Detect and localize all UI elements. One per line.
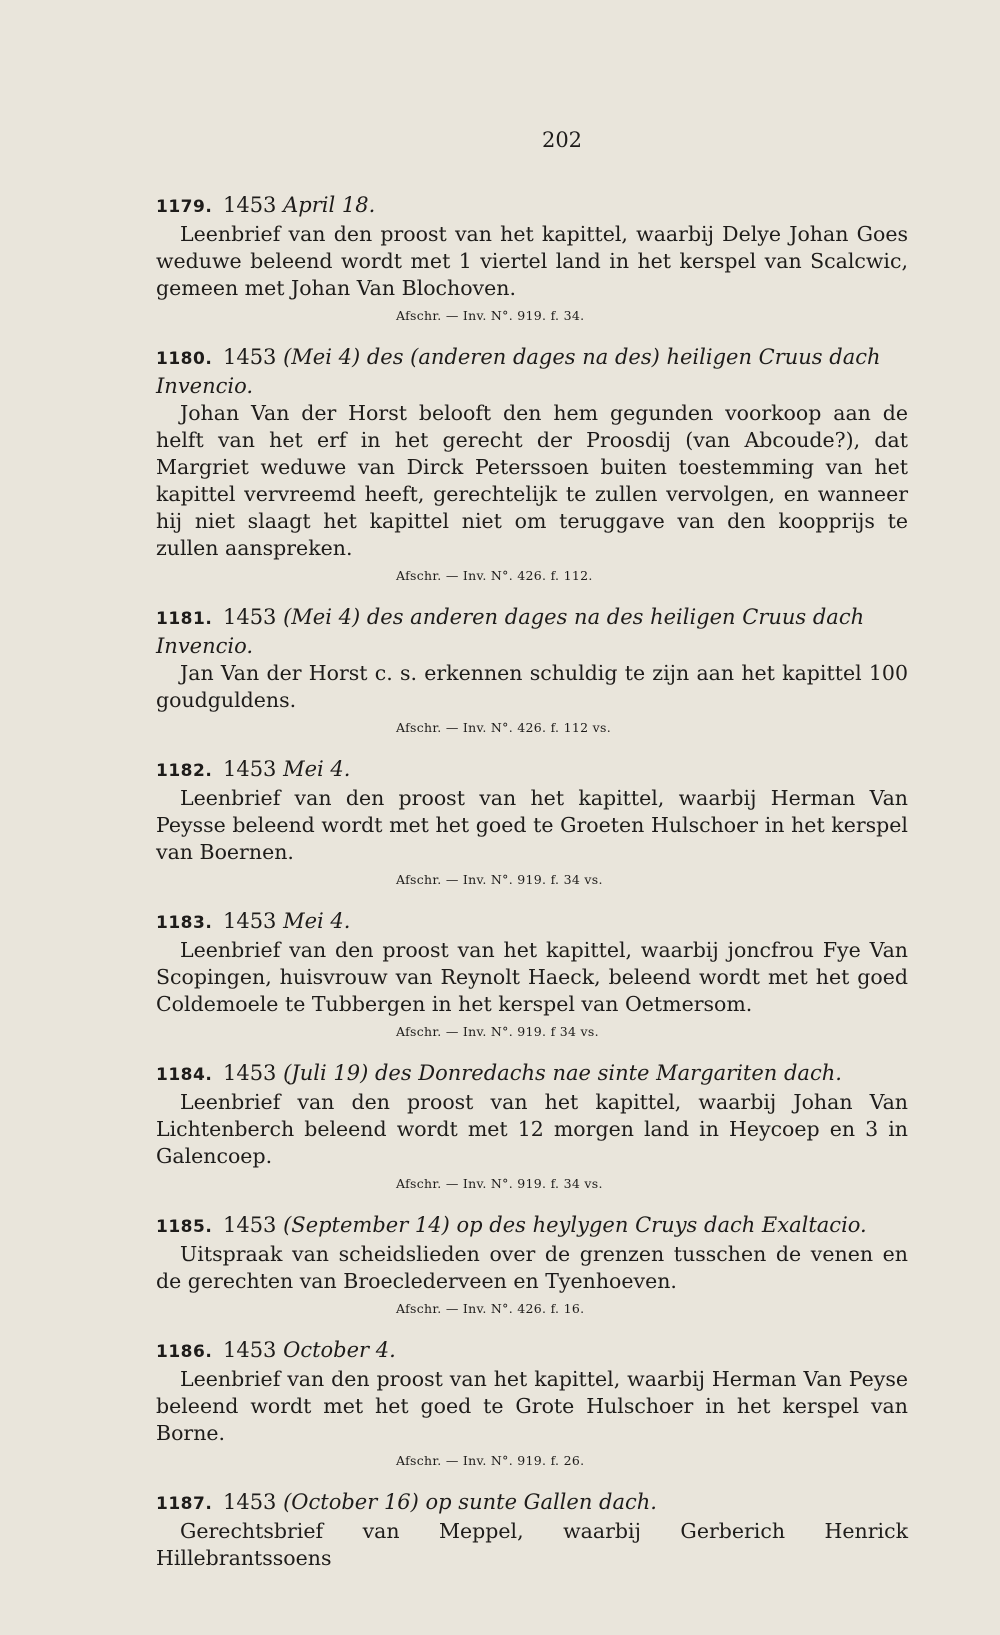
entry-date: April 18. <box>283 193 376 217</box>
entry-source-reference: Afschr. — Inv. N°. 919. f. 34 vs. <box>396 1176 603 1191</box>
entry-number: 1186. <box>156 1342 213 1362</box>
entry-text: Leenbrief van den proost van het kapittel, waarbij Herman Van Peysse beleend wordt met het goed te Groeten Hulschoer in het kerspel van Boernen. <box>156 786 908 864</box>
entry-date: (Juli 19) des Donredachs nae sinte Margariten dach. <box>283 1061 842 1085</box>
entry-source-reference: Afschr. — Inv. N°. 919. f. 34. <box>396 308 585 323</box>
entry-number: 1180. <box>156 349 213 369</box>
entry-text: Leenbrief van den proost van het kapittel, waarbij joncfrou Fye Van Scopingen, huisvrouw van Reynolt Haeck, beleend wordt met het goed Coldemoele te Tubbergen in het kerspel van Oetmersom. <box>156 938 908 1016</box>
regest-entry <box>156 1337 908 1471</box>
entry-source-reference: Afschr. — Inv. N°. 426. f. 112 vs. <box>396 720 611 735</box>
entry-date: Mei 4. <box>283 757 351 781</box>
regest-entry <box>156 1212 908 1319</box>
regest-entry <box>156 344 908 586</box>
entry-number: 1182. <box>156 761 213 781</box>
page-number: 202 <box>541 128 583 152</box>
regest-entry <box>156 192 908 326</box>
regest-entry <box>156 1060 908 1194</box>
entry-year: 1453 <box>222 909 277 933</box>
entry-heading <box>156 1489 908 1518</box>
entry-date: October 4. <box>283 1338 396 1362</box>
entry-text: Leenbrief van den proost van het kapittel, waarbij Johan Van Lichtenberch beleend wordt met 12 morgen land in Heycoep en 3 in Galencoep. <box>156 1090 908 1168</box>
entry-year: 1453 <box>222 605 277 629</box>
entry-heading <box>156 908 908 937</box>
entry-year: 1453 <box>222 1061 277 1085</box>
entry-text: Jan Van der Horst c. s. erkennen schuldig te zijn aan het kapittel 100 goudguldens. <box>156 661 908 712</box>
entry-heading <box>156 1060 908 1089</box>
entry-number: 1184. <box>156 1065 213 1085</box>
entry-heading <box>156 756 908 785</box>
entry-date: Mei 4. <box>283 909 351 933</box>
entry-date: (October 16) op sunte Gallen dach. <box>283 1490 657 1514</box>
entry-year: 1453 <box>222 1213 277 1237</box>
entry-date: (Mei 4) des (anderen dages na des) heiligen Cruus dach Invencio. <box>156 345 881 398</box>
entry-source-reference: Afschr. — Inv. N°. 919. f 34 vs. <box>396 1024 599 1039</box>
entry-number: 1179. <box>156 197 213 217</box>
entry-heading <box>156 1212 908 1241</box>
entry-heading <box>156 1337 908 1366</box>
entry-year: 1453 <box>222 193 277 217</box>
regest-entry <box>156 756 908 890</box>
entry-number: 1183. <box>156 913 213 933</box>
entry-text: Uitspraak van scheidslieden over de grenzen tusschen de venen en de gerechten van Broeclederveen en Tyenhoeven. <box>156 1242 908 1293</box>
entry-year: 1453 <box>222 1490 277 1514</box>
entry-text: Gerechtsbrief van Meppel, waarbij Gerberich Henrick Hillebrantssoens <box>156 1519 908 1570</box>
entry-number: 1187. <box>156 1494 213 1514</box>
entry-number: 1181. <box>156 609 213 629</box>
entry-number: 1185. <box>156 1217 213 1237</box>
regest-entry <box>156 908 908 1042</box>
entry-date: (Mei 4) des anderen dages na des heiligen Cruus dach Invencio. <box>156 605 865 658</box>
entry-heading <box>156 344 908 400</box>
entry-source-reference: Afschr. — Inv. N°. 426. f. 112. <box>396 568 593 583</box>
regest-entry <box>156 604 908 738</box>
entry-year: 1453 <box>222 757 277 781</box>
entry-year: 1453 <box>222 1338 277 1362</box>
entry-source-reference: Afschr. — Inv. N°. 919. f. 34 vs. <box>396 872 603 887</box>
entry-text: Leenbrief van den proost van het kapittel, waarbij Herman Van Peyse beleend wordt met het goed te Grote Hulschoer in het kerspel van Borne. <box>156 1367 908 1445</box>
entry-text: Leenbrief van den proost van het kapittel, waarbij Delye Johan Goes weduwe beleend wordt met 1 viertel land in het kerspel van Scalcwic, gemeen met Johan Van Blochoven. <box>156 222 908 300</box>
entry-date: (September 14) op des heylygen Cruys dach Exaltacio. <box>283 1213 867 1237</box>
regest-entry <box>156 1489 908 1572</box>
entry-heading <box>156 604 908 660</box>
entry-text: Johan Van der Horst belooft den hem gegunden voorkoop aan de helft van het erf in het gerecht der Proosdij (van Abcoude?), dat Margriet weduwe van Dirck Peterssoen buiten toestemming van het kapittel vervreemd heeft, gerechtelijk te zullen vervolgen, en wanneer hij niet slaagt het kapittel niet om teruggave van den koopprijs te zullen aanspreken. <box>156 401 908 560</box>
entry-source-reference: Afschr. — Inv. N°. 426. f. 16. <box>396 1301 585 1316</box>
entry-source-reference: Afschr. — Inv. N°. 919. f. 26. <box>396 1453 585 1468</box>
entry-year: 1453 <box>222 345 277 369</box>
entry-list <box>156 192 908 1572</box>
entry-heading <box>156 192 908 221</box>
